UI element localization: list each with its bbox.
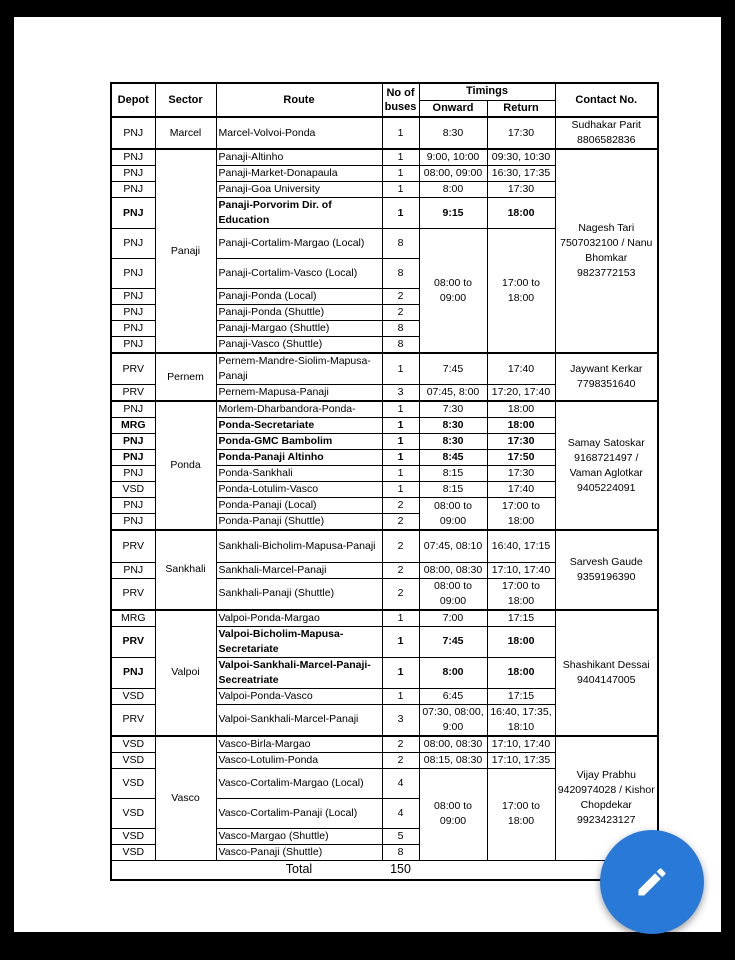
table-row xyxy=(111,530,658,562)
depot-cell: PNJ xyxy=(111,166,155,182)
buses-cell: 8 xyxy=(382,321,419,337)
onward-time-cell: 8:15 xyxy=(419,482,487,498)
buses-cell: 1 xyxy=(382,626,419,657)
header-route: Route xyxy=(216,83,382,117)
buses-cell: 2 xyxy=(382,514,419,531)
depot-cell: PRV xyxy=(111,385,155,402)
sector-cell: Sankhali xyxy=(155,530,216,610)
buses-cell: 1 xyxy=(382,657,419,688)
depot-cell: PRV xyxy=(111,530,155,562)
onward-time-cell: 8:00 xyxy=(419,657,487,688)
depot-cell: VSD xyxy=(111,798,155,828)
buses-cell: 1 xyxy=(382,149,419,166)
onward-time-cell: 8:00 xyxy=(419,182,487,198)
return-time-cell: 18:00 xyxy=(487,626,555,657)
table-row xyxy=(111,353,658,385)
route-cell: Panaji-Cortalim-Margao (Local) xyxy=(216,229,382,259)
buses-cell: 3 xyxy=(382,385,419,402)
contact-cell: Jaywant Kerkar 7798351640 xyxy=(555,353,658,401)
return-time-cell: 17:15 xyxy=(487,688,555,704)
return-time-cell: 18:00 xyxy=(487,401,555,418)
buses-cell: 1 xyxy=(382,610,419,627)
buses-cell: 1 xyxy=(382,688,419,704)
table-row xyxy=(111,610,658,627)
buses-cell: 2 xyxy=(382,498,419,514)
route-cell: Panaji-Margao (Shuttle) xyxy=(216,321,382,337)
bus-schedule-table xyxy=(110,82,659,881)
onward-time-cell: 08:00 to 09:00 xyxy=(419,578,487,610)
depot-cell: PNJ xyxy=(111,182,155,198)
route-cell: Morlem-Dharbandora-Ponda- xyxy=(216,401,382,418)
route-cell: Valpoi-Ponda-Margao xyxy=(216,610,382,627)
sector-cell: Vasco xyxy=(155,736,216,861)
route-cell: Vasco-Cortalim-Panaji (Local) xyxy=(216,798,382,828)
table-row xyxy=(111,401,658,418)
contact-cell: Sudhakar Parit 8806582836 xyxy=(555,117,658,149)
sector-cell: Marcel xyxy=(155,117,216,149)
route-cell: Marcel-Volvoi-Ponda xyxy=(216,117,382,149)
depot-cell: PRV xyxy=(111,578,155,610)
return-time-cell: 17:00 to 18:00 xyxy=(487,768,555,860)
return-time-cell: 17:40 xyxy=(487,353,555,385)
onward-time-cell: 08:00 to 09:00 xyxy=(419,768,487,860)
buses-cell: 8 xyxy=(382,229,419,259)
depot-cell: VSD xyxy=(111,688,155,704)
onward-time-cell: 8:30 xyxy=(419,418,487,434)
route-cell: Vasco-Lotulim-Ponda xyxy=(216,752,382,768)
buses-cell: 5 xyxy=(382,828,419,844)
depot-cell: VSD xyxy=(111,768,155,798)
onward-time-cell: 08:00, 09:00 xyxy=(419,166,487,182)
depot-cell: PNJ xyxy=(111,337,155,354)
buses-cell: 4 xyxy=(382,798,419,828)
route-cell: Vasco-Margao (Shuttle) xyxy=(216,828,382,844)
buses-cell: 8 xyxy=(382,337,419,354)
return-time-cell: 09:30, 10:30 xyxy=(487,149,555,166)
depot-cell: PNJ xyxy=(111,434,155,450)
return-time-cell: 17:00 to 18:00 xyxy=(487,578,555,610)
route-cell: Valpoi-Sankhali-Marcel-Panaji-Secreatriate xyxy=(216,657,382,688)
route-cell: Panaji-Market-Donapaula xyxy=(216,166,382,182)
sector-cell: Panaji xyxy=(155,149,216,353)
depot-cell: PNJ xyxy=(111,498,155,514)
onward-time-cell: 07:30, 08:00, 9:00 xyxy=(419,704,487,736)
buses-cell: 1 xyxy=(382,450,419,466)
route-cell: Panaji-Ponda (Shuttle) xyxy=(216,305,382,321)
table-row xyxy=(111,117,658,149)
onward-time-cell: 08:00, 08:30 xyxy=(419,562,487,578)
return-time-cell: 17:10, 17:35 xyxy=(487,752,555,768)
total-value: 150 xyxy=(390,862,411,877)
return-time-cell: 17:50 xyxy=(487,450,555,466)
onward-time-cell: 07:45, 08:10 xyxy=(419,530,487,562)
route-cell: Ponda-Panaji (Local) xyxy=(216,498,382,514)
route-cell: Ponda-Sankhali xyxy=(216,466,382,482)
table-row xyxy=(111,736,658,753)
onward-time-cell: 7:30 xyxy=(419,401,487,418)
return-time-cell: 17:10, 17:40 xyxy=(487,736,555,753)
buses-cell: 1 xyxy=(382,434,419,450)
sector-cell: Pernem xyxy=(155,353,216,401)
onward-time-cell: 7:00 xyxy=(419,610,487,627)
total-label: Total xyxy=(285,862,313,877)
depot-cell: PNJ xyxy=(111,289,155,305)
header-depot: Depot xyxy=(111,83,155,117)
schedule-body xyxy=(111,117,658,860)
return-time-cell: 17:30 xyxy=(487,434,555,450)
buses-cell: 1 xyxy=(382,466,419,482)
route-cell: Ponda-Panaji Altinho xyxy=(216,450,382,466)
return-time-cell: 17:00 to 18:00 xyxy=(487,229,555,354)
route-cell: Pernem-Mandre-Siolim-Mapusa-Panaji xyxy=(216,353,382,385)
onward-time-cell: 08:00 to 09:00 xyxy=(419,229,487,354)
depot-cell: PNJ xyxy=(111,450,155,466)
return-time-cell: 18:00 xyxy=(487,198,555,229)
buses-cell: 1 xyxy=(382,353,419,385)
route-cell: Panaji-Vasco (Shuttle) xyxy=(216,337,382,354)
route-cell: Ponda-Secretariate xyxy=(216,418,382,434)
return-time-cell: 17:30 xyxy=(487,466,555,482)
route-cell: Vasco-Panaji (Shuttle) xyxy=(216,844,382,860)
buses-cell: 1 xyxy=(382,401,419,418)
onward-time-cell: 8:30 xyxy=(419,434,487,450)
return-time-cell: 17:30 xyxy=(487,182,555,198)
route-cell: Panaji-Altinho xyxy=(216,149,382,166)
route-cell: Ponda-Lotulim-Vasco xyxy=(216,482,382,498)
return-time-cell: 16:40, 17:35, 18:10 xyxy=(487,704,555,736)
onward-time-cell: 6:45 xyxy=(419,688,487,704)
route-cell: Panaji-Porvorim Dir. of Education xyxy=(216,198,382,229)
route-cell: Ponda-GMC Bambolim xyxy=(216,434,382,450)
route-cell: Panaji-Goa University xyxy=(216,182,382,198)
buses-cell: 2 xyxy=(382,736,419,753)
depot-cell: PNJ xyxy=(111,198,155,229)
buses-cell: 1 xyxy=(382,198,419,229)
contact-cell: Shashikant Dessai 9404147005 xyxy=(555,610,658,736)
onward-time-cell: 08:15, 08:30 xyxy=(419,752,487,768)
buses-cell: 8 xyxy=(382,259,419,289)
return-time-cell: 18:00 xyxy=(487,418,555,434)
contact-cell: Nagesh Tari 7507032100 / Nanu Bhomkar 9823772153 xyxy=(555,149,658,353)
sector-cell: Valpoi xyxy=(155,610,216,736)
header-sector: Sector xyxy=(155,83,216,117)
depot-cell: PRV xyxy=(111,353,155,385)
return-time-cell: 17:30 xyxy=(487,117,555,149)
edit-fab-button[interactable] xyxy=(600,830,704,934)
onward-time-cell: 7:45 xyxy=(419,626,487,657)
header-no-of-buses: No of buses xyxy=(382,83,419,117)
buses-cell: 4 xyxy=(382,768,419,798)
depot-cell: VSD xyxy=(111,752,155,768)
header-onward: Onward xyxy=(419,100,487,117)
route-cell: Valpoi-Sankhali-Marcel-Panaji xyxy=(216,704,382,736)
buses-cell: 1 xyxy=(382,182,419,198)
onward-time-cell: 8:15 xyxy=(419,466,487,482)
buses-cell: 1 xyxy=(382,418,419,434)
return-time-cell: 17:10, 17:40 xyxy=(487,562,555,578)
contact-cell: Samay Satoskar 9168721497 / Vaman Aglotkar 9405224091 xyxy=(555,401,658,530)
return-time-cell: 16:30, 17:35 xyxy=(487,166,555,182)
depot-cell: PRV xyxy=(111,626,155,657)
onward-time-cell: 7:45 xyxy=(419,353,487,385)
buses-cell: 1 xyxy=(382,482,419,498)
depot-cell: PNJ xyxy=(111,562,155,578)
depot-cell: PNJ xyxy=(111,401,155,418)
buses-cell: 1 xyxy=(382,117,419,149)
contact-cell: Vijay Prabhu 9420974028 / Kishor Chopdekar 9923423127 xyxy=(555,736,658,861)
depot-cell: MRG xyxy=(111,418,155,434)
depot-cell: PNJ xyxy=(111,514,155,531)
buses-cell: 2 xyxy=(382,752,419,768)
pencil-edit-icon xyxy=(634,864,670,900)
buses-cell: 2 xyxy=(382,305,419,321)
route-cell: Sankhali-Bicholim-Mapusa-Panaji xyxy=(216,530,382,562)
onward-time-cell: 8:30 xyxy=(419,117,487,149)
onward-time-cell: 08:00, 08:30 xyxy=(419,736,487,753)
depot-cell: PNJ xyxy=(111,149,155,166)
sector-cell: Ponda xyxy=(155,401,216,530)
route-cell: Sankhali-Marcel-Panaji xyxy=(216,562,382,578)
depot-cell: PRV xyxy=(111,704,155,736)
route-cell: Panaji-Ponda (Local) xyxy=(216,289,382,305)
onward-time-cell: 8:45 xyxy=(419,450,487,466)
header-return: Return xyxy=(487,100,555,117)
return-time-cell: 17:15 xyxy=(487,610,555,627)
depot-cell: VSD xyxy=(111,736,155,753)
depot-cell: PNJ xyxy=(111,321,155,337)
route-cell: Pernem-Mapusa-Panaji xyxy=(216,385,382,402)
depot-cell: PNJ xyxy=(111,259,155,289)
depot-cell: VSD xyxy=(111,828,155,844)
depot-cell: PNJ xyxy=(111,657,155,688)
buses-cell: 3 xyxy=(382,704,419,736)
return-time-cell: 18:00 xyxy=(487,657,555,688)
onward-time-cell: 9:00, 10:00 xyxy=(419,149,487,166)
route-cell: Vasco-Birla-Margao xyxy=(216,736,382,753)
return-time-cell: 17:20, 17:40 xyxy=(487,385,555,402)
depot-cell: PNJ xyxy=(111,229,155,259)
route-cell: Valpoi-Ponda-Vasco xyxy=(216,688,382,704)
depot-cell: PNJ xyxy=(111,466,155,482)
buses-cell: 1 xyxy=(382,166,419,182)
route-cell: Vasco-Cortalim-Margao (Local) xyxy=(216,768,382,798)
contact-cell: Sarvesh Gaude 9359196390 xyxy=(555,530,658,610)
return-time-cell: 17:40 xyxy=(487,482,555,498)
depot-cell: PNJ xyxy=(111,117,155,149)
onward-time-cell: 08:00 to 09:00 xyxy=(419,498,487,531)
onward-time-cell: 07:45, 8:00 xyxy=(419,385,487,402)
route-cell: Panaji-Cortalim-Vasco (Local) xyxy=(216,259,382,289)
onward-time-cell: 9:15 xyxy=(419,198,487,229)
route-cell: Valpoi-Bicholim-Mapusa-Secretariate xyxy=(216,626,382,657)
route-cell: Sankhali-Panaji (Shuttle) xyxy=(216,578,382,610)
header-contact: Contact No. xyxy=(555,83,658,117)
route-cell: Ponda-Panaji (Shuttle) xyxy=(216,514,382,531)
return-time-cell: 17:00 to 18:00 xyxy=(487,498,555,531)
buses-cell: 2 xyxy=(382,578,419,610)
buses-cell: 2 xyxy=(382,289,419,305)
buses-cell: 8 xyxy=(382,844,419,860)
depot-cell: PNJ xyxy=(111,305,155,321)
depot-cell: MRG xyxy=(111,610,155,627)
buses-cell: 2 xyxy=(382,562,419,578)
depot-cell: VSD xyxy=(111,844,155,860)
buses-cell: 2 xyxy=(382,530,419,562)
depot-cell: VSD xyxy=(111,482,155,498)
return-time-cell: 16:40, 17:15 xyxy=(487,530,555,562)
header-timings: Timings xyxy=(419,83,555,100)
table-row xyxy=(111,149,658,166)
